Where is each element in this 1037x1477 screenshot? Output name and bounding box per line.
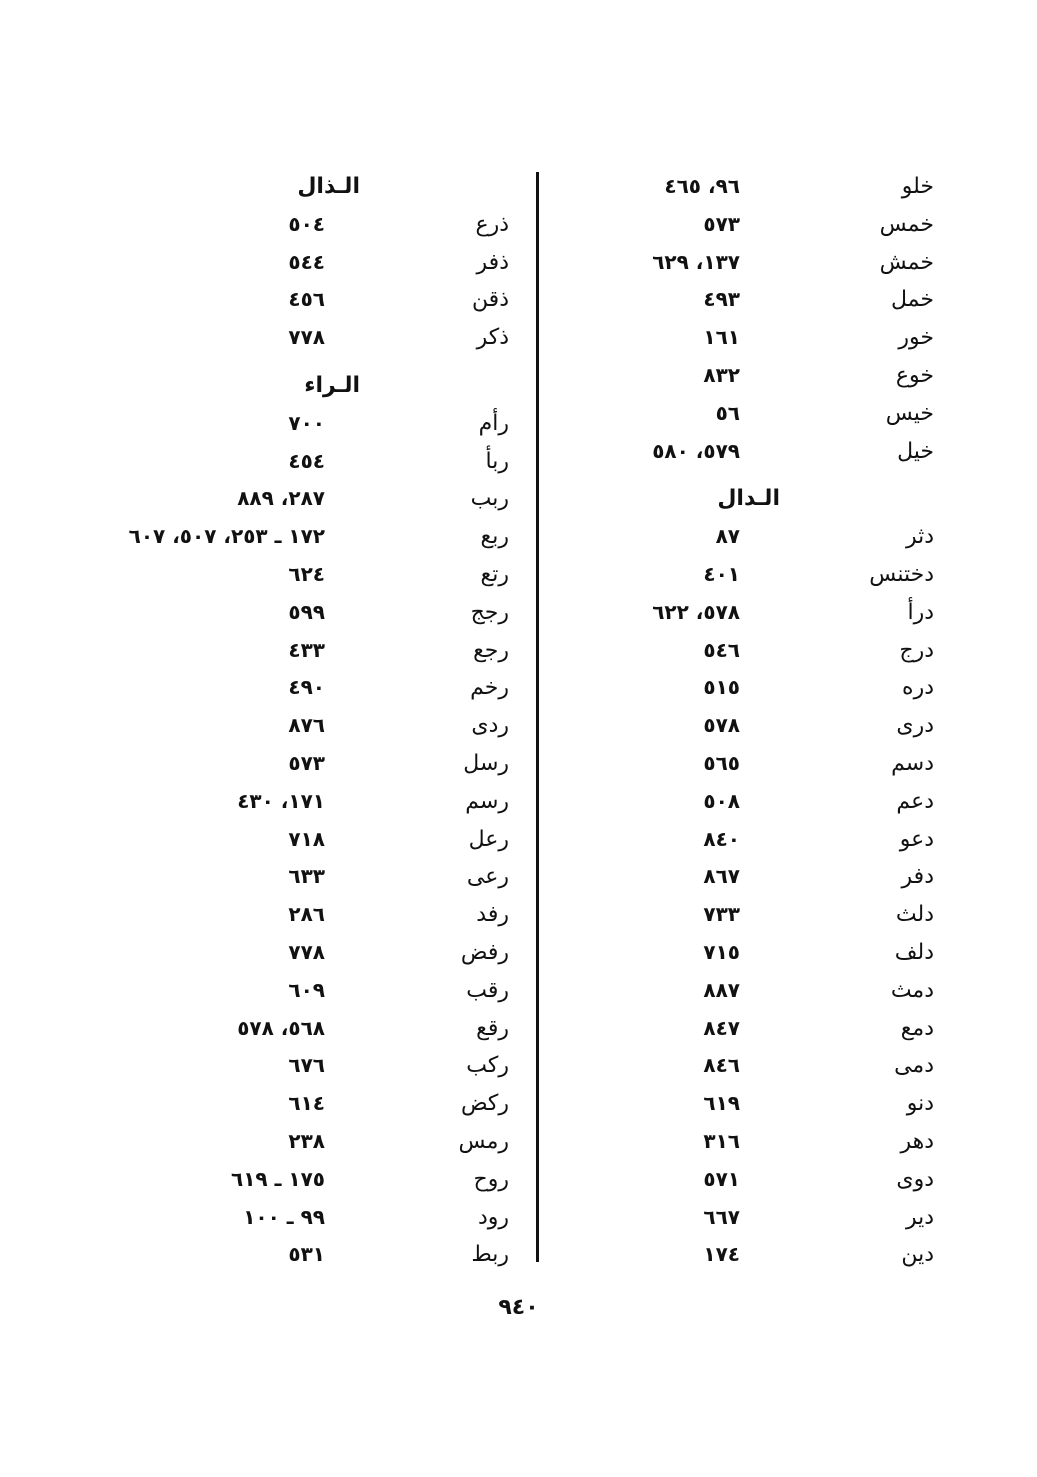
entry-pages: ٥٧٨، ٦٢٢ (652, 599, 740, 624)
index-entry (95, 556, 525, 594)
index-entry (95, 707, 525, 745)
index-entry (95, 594, 525, 632)
index-entry (95, 745, 525, 783)
entry-word: درج (899, 637, 934, 663)
entry-word: رفد (476, 902, 509, 928)
index-entry (620, 244, 950, 282)
entry-word: ركب (466, 1053, 509, 1079)
entry-pages: ٦٦٧ (703, 1204, 740, 1229)
entry-word: خوع (895, 362, 934, 388)
entry-pages: ٨٤٦ (703, 1053, 740, 1078)
entry-word: رجج (470, 599, 509, 625)
entry-word: ردى (471, 713, 509, 739)
index-entry (95, 896, 525, 934)
index-entry (95, 669, 525, 707)
entry-pages: ٨٤٠ (703, 826, 740, 851)
entry-word: دوى (896, 1166, 934, 1192)
index-entry (620, 1199, 950, 1237)
page-number: ٩٤٠ (498, 1295, 539, 1320)
entry-word: دمى (894, 1053, 934, 1079)
entry-word: دلث (895, 902, 934, 928)
entry-word: دسم (891, 750, 934, 776)
index-entry (95, 632, 525, 670)
entry-pages: ٤٠١ (703, 561, 740, 586)
entry-pages: ٧١٨ (288, 826, 325, 851)
entry-pages: ٥٧٣ (288, 750, 325, 775)
entry-word: دمث (890, 977, 934, 1003)
index-entry (620, 168, 950, 206)
entry-pages: ١٧٥ ـ ٦١٩ (230, 1166, 325, 1191)
index-entry (95, 443, 525, 481)
index-entry (95, 972, 525, 1010)
entry-pages: ٦٢٤ (288, 561, 325, 586)
index-entry (620, 632, 950, 670)
entry-word: دهر (900, 1128, 934, 1154)
left-entries-ra (95, 405, 525, 1274)
entry-word: دعم (896, 788, 934, 814)
index-entry (620, 896, 950, 934)
section-heading-text: الـراء (304, 372, 360, 398)
entry-pages: ٩٦، ٤٦٥ (664, 174, 740, 198)
entry-pages: ٨٤٧ (703, 1015, 740, 1040)
entry-pages: ٥٠٤ (288, 211, 325, 236)
entry-word: دعو (899, 826, 934, 852)
entry-word: ذرع (475, 211, 509, 237)
index-entry (95, 1085, 525, 1123)
entry-word: خلو (901, 174, 934, 199)
entry-pages: ٥٦٥ (703, 750, 740, 775)
entry-pages: ٥٩٩ (288, 599, 325, 624)
index-entry (620, 1236, 950, 1274)
entry-word: دختنس (869, 561, 934, 587)
index-entry (620, 1123, 950, 1161)
entry-pages: ٦٠٩ (288, 977, 325, 1002)
entry-pages: ١٧٢ ـ ٢٥٣، ٥٠٧، ٦٠٧ (128, 524, 325, 549)
entry-word: رتع (480, 561, 509, 587)
entry-pages: ٥٦ (715, 400, 740, 425)
entry-word: دثر (905, 524, 934, 550)
index-entry (95, 319, 525, 357)
index-entry (620, 972, 950, 1010)
entry-pages: ١٧١، ٤٣٠ (237, 788, 325, 813)
entry-word: ركض (460, 1091, 509, 1117)
entry-pages: ٣١٦ (703, 1128, 740, 1153)
entry-word: رسم (465, 788, 509, 814)
entry-word: ربب (470, 486, 509, 512)
index-entry (95, 244, 525, 282)
index-entry (620, 556, 950, 594)
index-entry (620, 594, 950, 632)
entry-word: خيس (885, 400, 934, 426)
index-entry (620, 518, 950, 556)
entry-pages: ٦١٤ (288, 1091, 325, 1116)
right-entries-bottom (620, 518, 950, 1274)
index-entry (95, 858, 525, 896)
entry-pages: ٤٥٤ (288, 448, 325, 473)
entry-pages: ٤٣٣ (288, 637, 325, 662)
index-entry (620, 783, 950, 821)
index-entry (620, 1047, 950, 1085)
entry-word: دنو (906, 1091, 934, 1117)
entry-pages: ٥٧٨ (703, 713, 740, 738)
index-entry (95, 821, 525, 859)
entry-word: ربأ (485, 448, 509, 474)
index-entry (620, 319, 950, 357)
section-gap (620, 470, 950, 480)
entry-word: رود (477, 1204, 509, 1230)
entry-pages: ٧٧٨ (288, 939, 325, 964)
index-entry (95, 1010, 525, 1048)
index-entry (620, 395, 950, 433)
index-entry (620, 934, 950, 972)
entry-pages: ٧٣٣ (703, 902, 740, 927)
entry-pages: ٦٧٦ (288, 1053, 325, 1078)
entry-word: ذفر (476, 249, 509, 275)
section-heading-ra (95, 367, 525, 405)
right-column (620, 168, 950, 1274)
entry-pages: ٥٧٣ (703, 211, 740, 236)
entry-pages: ٥٦٨، ٥٧٨ (237, 1015, 325, 1040)
entry-pages: ٤٩٣ (703, 287, 740, 312)
index-entry (620, 858, 950, 896)
entry-pages: ١٣٧، ٦٢٩ (652, 249, 740, 274)
right-entries-top (620, 168, 950, 470)
index-entry (620, 281, 950, 319)
entry-pages: ٧١٥ (703, 939, 740, 964)
entry-word: ربع (480, 524, 509, 550)
section-heading-dal (620, 480, 950, 518)
index-entry (620, 1010, 950, 1048)
entry-pages: ٥٤٦ (703, 637, 740, 662)
index-entry (95, 783, 525, 821)
index-entry (620, 707, 950, 745)
entry-pages: ٩٩ ـ ١٠٠ (243, 1204, 325, 1229)
index-entry (95, 518, 525, 556)
entry-word: دين (901, 1242, 934, 1268)
entry-word: خمس (879, 211, 934, 237)
index-entry (95, 1199, 525, 1237)
entry-pages: ٥٤٤ (288, 249, 325, 274)
entry-word: رعى (466, 864, 509, 890)
entry-pages: ٨٧ (715, 524, 740, 549)
entry-word: ذكر (476, 325, 509, 351)
section-heading-text: الـدال (717, 486, 780, 512)
index-entry (95, 934, 525, 972)
entry-pages: ٥٧١ (703, 1166, 740, 1191)
index-entry (620, 745, 950, 783)
index-entry (95, 281, 525, 319)
entry-word: رعل (468, 826, 509, 852)
entry-word: دير (905, 1204, 934, 1230)
entry-word: روح (473, 1166, 509, 1192)
index-entry (620, 206, 950, 244)
index-entry (620, 1085, 950, 1123)
entry-pages: ٢٣٨ (288, 1128, 325, 1153)
section-gap (95, 357, 525, 367)
entry-pages: ٨٨٧ (703, 977, 740, 1002)
entry-pages: ٦١٩ (703, 1091, 740, 1116)
entry-pages: ١٧٤ (703, 1242, 740, 1267)
entry-word: رجع (473, 637, 509, 663)
entry-pages: ٤٩٠ (288, 675, 325, 700)
index-entry (620, 669, 950, 707)
entry-word: خمش (879, 249, 934, 275)
index-entry (95, 206, 525, 244)
entry-pages: ٤٥٦ (288, 287, 325, 312)
entry-word: رفض (460, 939, 509, 965)
left-column (95, 168, 525, 1274)
entry-pages: ٦٣٣ (288, 864, 325, 889)
entry-word: خور (898, 325, 934, 351)
entry-word: رخم (470, 675, 509, 701)
index-entry (620, 821, 950, 859)
entry-word: ربط (471, 1242, 509, 1268)
section-heading-thal (95, 168, 525, 206)
entry-pages: ٨٧٦ (288, 713, 325, 738)
index-entry (95, 1161, 525, 1199)
entry-pages: ٨٦٧ (703, 864, 740, 889)
entry-pages: ١٦١ (703, 325, 740, 350)
entry-pages: ٢٨٦ (288, 902, 325, 927)
entry-word: دلف (894, 939, 934, 965)
entry-word: رأم (478, 410, 509, 436)
entry-word: دمع (900, 1015, 934, 1041)
index-entry (95, 405, 525, 443)
column-divider (536, 172, 539, 1262)
entry-word: خمل (891, 287, 934, 313)
entry-pages: ٥٧٩، ٥٨٠ (652, 438, 740, 463)
entry-pages: ٧٠٠ (288, 410, 325, 435)
entry-word: رسل (463, 750, 509, 776)
index-entry (95, 480, 525, 518)
entry-word: درى (896, 713, 934, 739)
entry-pages: ٥٣١ (288, 1242, 325, 1267)
left-entries-thal (95, 206, 525, 357)
index-entry (95, 1236, 525, 1274)
index-entry (95, 1047, 525, 1085)
entry-word: دفر (901, 864, 934, 890)
entry-pages: ٢٨٧، ٨٨٩ (237, 486, 325, 511)
entry-word: درأ (907, 599, 934, 625)
entry-word: خيل (897, 438, 934, 464)
entry-pages: ٨٣٢ (703, 362, 740, 387)
index-entry (620, 433, 950, 471)
entry-word: دره (902, 675, 934, 701)
entry-word: رقع (476, 1015, 509, 1041)
index-entry (620, 1161, 950, 1199)
entry-word: رقب (466, 977, 509, 1003)
entry-word: ذقن (471, 287, 509, 313)
entry-pages: ٥١٥ (703, 675, 740, 700)
index-entry (620, 357, 950, 395)
entry-pages: ٧٧٨ (288, 325, 325, 350)
section-heading-text: الـذال (297, 174, 360, 199)
index-entry (95, 1123, 525, 1161)
entry-pages: ٥٠٨ (703, 788, 740, 813)
entry-word: رمس (458, 1128, 509, 1154)
